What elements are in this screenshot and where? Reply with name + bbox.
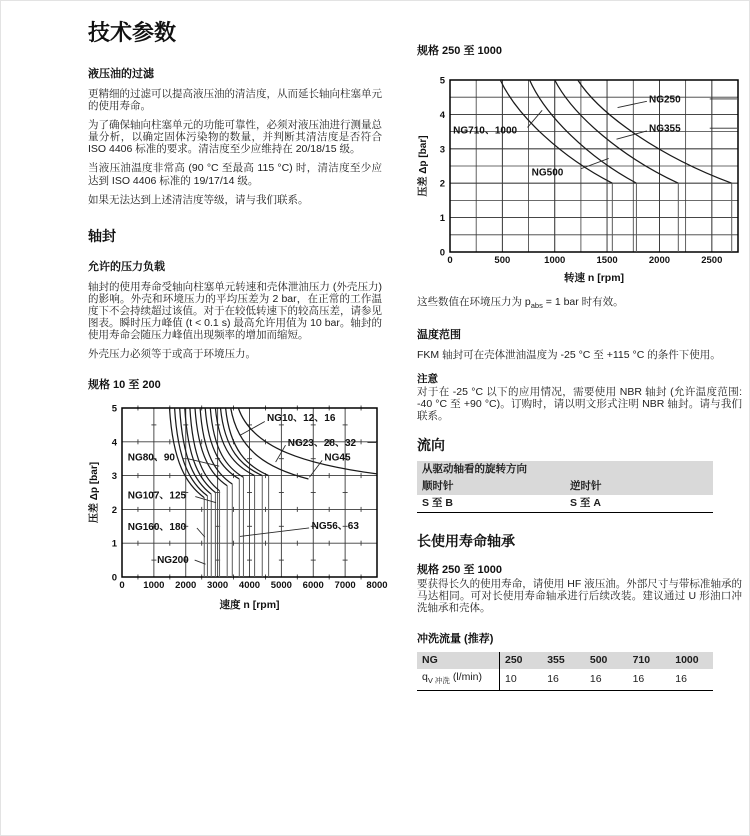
seal-pressure-chart-sizes-250-1000 xyxy=(417,68,742,286)
curve-label: NG500 xyxy=(531,167,564,179)
x-tick-label: 7000 xyxy=(334,580,356,592)
y-tick-label: 5 xyxy=(111,403,117,415)
notice-paragraph: 对于在 -25 °C 以下的应用情况，需要使用 NBR 轴封 (允许温度范围: -40 °C 至 +90 °C)。订购时，请以明文形式注明 NBR 轴封。请与我们联系。 xyxy=(417,386,742,423)
flush-header-355: 355 xyxy=(542,652,585,669)
curve-label: NG56、63 xyxy=(311,521,359,533)
section-heading-flow-direction: 流向 xyxy=(417,436,445,453)
curve-label: NG250 xyxy=(648,94,681,106)
p-abs-subscript: abs xyxy=(530,301,543,311)
bearing-subheading-sizes: 规格 250 至 1000 xyxy=(417,563,502,576)
flush-header-500: 500 xyxy=(585,652,628,669)
flow-direction-table xyxy=(417,461,713,513)
flush-header-710: 710 xyxy=(628,652,671,669)
y-tick-label: 4 xyxy=(439,109,445,121)
filtration-paragraph-2: 为了确保轴向柱塞单元的功能可靠性，必须对液压油进行测量总量分析，以确定固体污染物的数量，并判断其清洁度是否符合 ISO 4406 标准的要求。清洁度至少应维持在 20/18/15 级。 xyxy=(88,119,382,156)
flow-table-header-counterclockwise: 逆时针 xyxy=(565,478,713,495)
temperature-paragraph: FKM 轴封可在壳体泄油温度为 -25 °C 至 +115 °C 的条件下使用。 xyxy=(417,349,721,362)
x-tick-label: 1500 xyxy=(596,255,618,266)
chart-heading-sizes-250-1000: 规格 250 至 1000 xyxy=(417,45,502,57)
x-axis-title: 速度 n [rpm] xyxy=(219,599,280,612)
curve-label: NG45 xyxy=(324,452,351,464)
curve-label: NG160、180 xyxy=(127,522,187,534)
flush-header-250: 250 xyxy=(500,652,543,669)
flushing-flow-heading: 冲洗流量 (推荐) xyxy=(417,632,494,645)
notice-heading: 注意 xyxy=(417,373,438,386)
filtration-paragraph-1: 更精细的过滤可以提高液压油的清洁度，从而延长轴向柱塞单元的使用寿命。 xyxy=(88,88,382,113)
flow-table-caption: 从驱动轴看的旋转方向 xyxy=(417,461,713,478)
y-tick-label: 0 xyxy=(439,247,445,259)
bearing-paragraph: 要获得长久的使用寿命，请使用 HF 液压油。外部尺寸与带标准轴承的马达相同。可对长使用寿命轴承进行后续改装。建议通过 U 形油口冲洗轴承和壳体。 xyxy=(417,577,742,614)
y-tick-label: 1 xyxy=(439,213,445,225)
y-tick-label: 3 xyxy=(439,144,445,156)
section-heading-oil-filtration: 液压油的过滤 xyxy=(88,68,154,80)
flushing-flow-table xyxy=(417,652,713,691)
flow-table-header-clockwise: 顺时针 xyxy=(417,478,565,495)
subheading-pressure-load: 允许的压力负载 xyxy=(88,260,165,273)
qv-subscript: V 冲洗 xyxy=(427,676,450,686)
filtration-paragraph-4: 如果无法达到上述清洁度等级，请与我们联系。 xyxy=(88,193,309,206)
x-tick-label: 3000 xyxy=(207,580,229,592)
flush-header-1000: 1000 xyxy=(670,652,713,669)
flush-header-ng: NG xyxy=(417,652,500,669)
x-tick-label: 4000 xyxy=(238,580,261,592)
validity-note: 这些数值在环境压力为 $p_{abs} = 1$ bar 时有效。 xyxy=(417,296,624,311)
flush-value-710: 16 xyxy=(632,673,645,686)
y-axis-title: 压差 Δp [bar] xyxy=(89,462,100,524)
chart-heading-sizes-10-200: 规格 10 至 200 xyxy=(88,379,161,392)
flush-row-label: $q_{V 冲洗}$ (l/min) xyxy=(417,669,500,691)
page-title: 技术参数 xyxy=(88,20,177,45)
x-tick-label: 2000 xyxy=(175,580,197,592)
seal-paragraph-2: 外壳压力必须等于或高于环境压力。 xyxy=(88,348,256,361)
x-tick-label: 1000 xyxy=(143,580,165,592)
y-tick-label: 0 xyxy=(111,572,117,584)
x-tick-label: 1000 xyxy=(544,255,566,266)
x-tick-label: 6000 xyxy=(302,580,324,592)
curve-label: NG107、125 xyxy=(127,491,187,503)
filtration-paragraph-3: 当液压油温度非常高 (90 °C 至最高 115 °C) 时，清洁度至少应达到 ISO 4406 标准的 19/17/14 级。 xyxy=(88,162,382,187)
curve-label: NG80、90 xyxy=(127,452,175,464)
y-tick-label: 5 xyxy=(439,75,445,87)
y-tick-label: 2 xyxy=(439,178,445,190)
flush-value-1000: 16 xyxy=(675,673,687,686)
flow-table-value-counterclockwise: S 至 A xyxy=(570,497,601,510)
curve-label: NG355 xyxy=(648,123,681,135)
seal-paragraph-1: 轴封的使用寿命受轴向柱塞单元转速和壳体泄油压力 (外壳压力) 的影响。外壳和环境压力的平均压差为 2 bar，在正常的工作温度下不会持续超过该值。对于在较低转速下的较高压差，请参见图表。瞬时压力峰值 (t < 0.1 s) 最高允许用值为 10 bar。轴封的使用寿命会随压力峰值出现频率的增加而缩短。 xyxy=(88,280,382,342)
right-column xyxy=(417,42,742,691)
x-tick-label: 0 xyxy=(119,580,125,592)
curve-label: NG23、28、32 xyxy=(287,438,357,450)
seal-pressure-chart-sizes-10-200 xyxy=(88,396,390,620)
y-axis-title: 压差 Δp [bar] xyxy=(418,135,429,197)
curve-label: NG710、1000 xyxy=(453,125,518,137)
curve-label: NG200 xyxy=(157,555,189,567)
section-heading-temperature-range: 温度范围 xyxy=(417,329,461,342)
flush-value-500: 16 xyxy=(589,673,602,686)
left-column xyxy=(88,16,388,620)
x-tick-label: 8000 xyxy=(366,580,388,592)
y-tick-label: 3 xyxy=(111,471,117,483)
y-tick-label: 4 xyxy=(111,437,117,449)
section-heading-shaft-seal: 轴封 xyxy=(88,227,116,244)
x-axis-title: 转速 n [rpm] xyxy=(563,272,625,284)
y-tick-label: 1 xyxy=(111,539,117,551)
x-tick-label: 2500 xyxy=(701,255,723,266)
curve-label: NG10、12、16 xyxy=(267,413,336,425)
x-tick-label: 5000 xyxy=(270,580,292,592)
section-heading-long-life-bearing: 长使用寿命轴承 xyxy=(417,532,515,549)
flush-value-355: 16 xyxy=(547,673,559,686)
x-tick-label: 0 xyxy=(447,255,453,266)
x-tick-label: 500 xyxy=(494,255,511,266)
x-tick-label: 2000 xyxy=(648,255,671,266)
flow-table-value-clockwise: S 至 B xyxy=(422,497,453,510)
flush-value-250: 10 xyxy=(505,673,517,686)
y-tick-label: 2 xyxy=(111,505,117,517)
